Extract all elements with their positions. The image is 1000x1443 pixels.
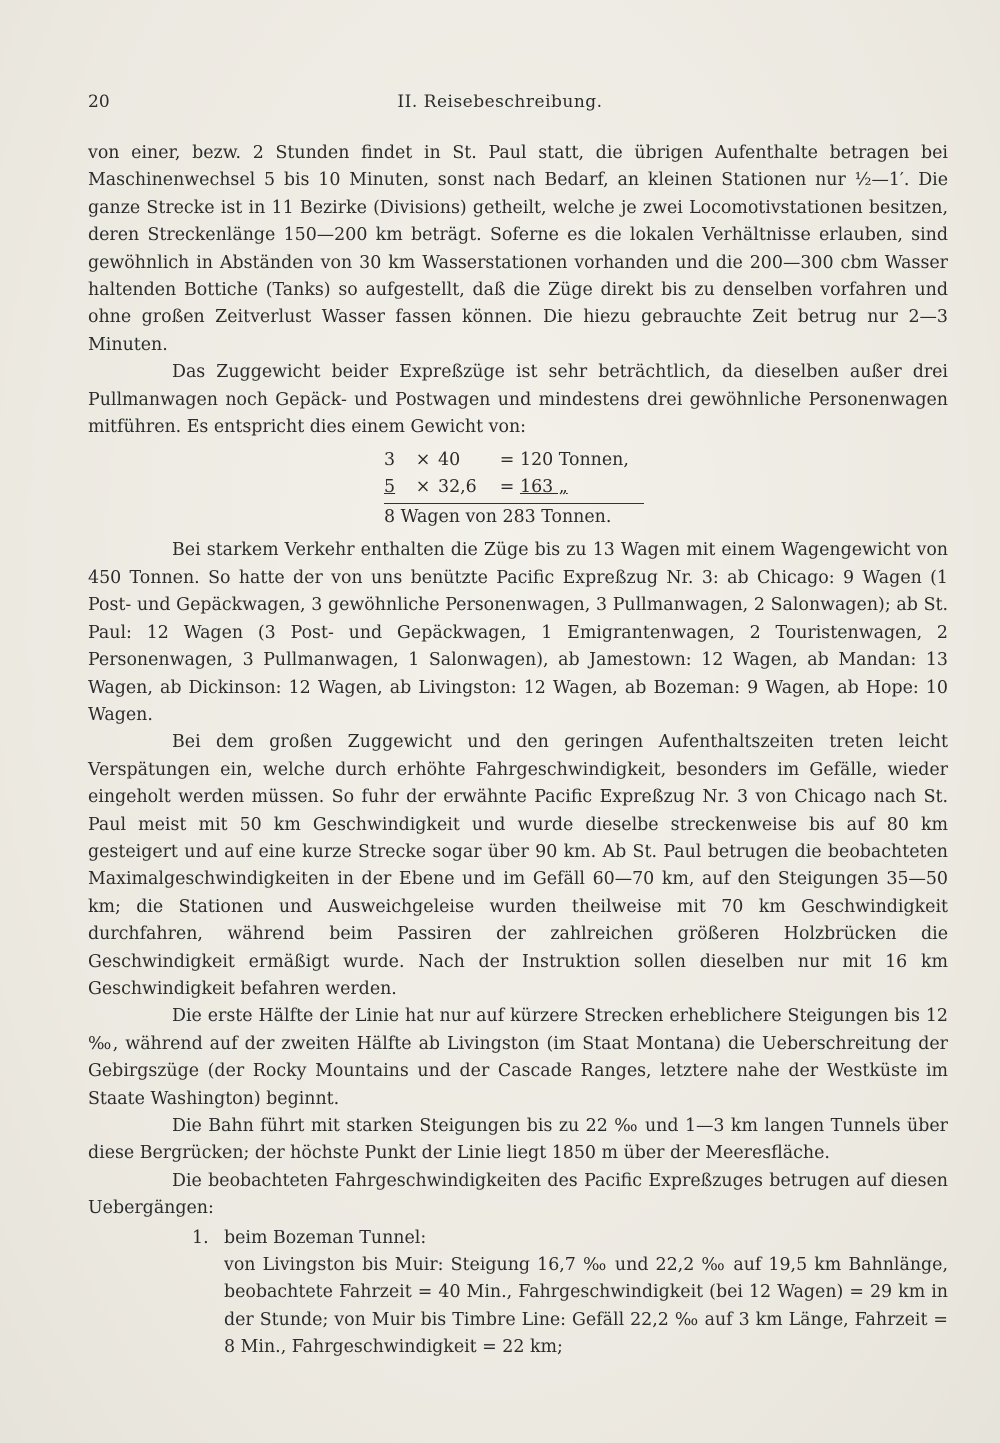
weight-result: 120 Tonnen, <box>520 450 629 471</box>
list-item <box>192 1225 948 1362</box>
running-head: II. Reisebeschreibung. <box>397 92 603 112</box>
times-sign: × <box>415 477 431 498</box>
times-sign: × <box>415 450 431 471</box>
wagon-weight: 32,6 <box>438 477 477 498</box>
wagon-count: 3 <box>384 450 396 471</box>
wagon-weight: 40 <box>438 450 461 471</box>
weight-row <box>384 447 644 474</box>
paragraph: Die Bahn führt mit starken Steigungen bis zu 22 ‰ und 1—3 km langen Tunnels über diese Bergrücken; der höchste Punkt der Linie liegt 1850 m über der Meeresfläche. <box>88 1116 948 1164</box>
weight-sum: 8 Wagen von 283 Tonnen. <box>384 503 644 531</box>
weight-calculation <box>384 447 644 531</box>
paragraph: Bei dem großen Zuggewicht und den geringen Aufenthaltszeiten treten leicht Verspätungen ein, welche durch erhöhte Fahrgeschwindigkeit, besonders im Gefälle, wieder eingeholt werden müssen. So fuhr der erwähnte Pacific Expreßzug Nr. 3 von Chicago nach St. Paul meist mit 50 km Geschwindigkeit und wurde dieselbe streckenweise bis auf 80 km gesteigert und auf eine kurze Strecke sogar über 90 km. Ab St. Paul betrugen die beobachteten Maximalgeschwindigkeiten in der Ebene und im Gefäll 60—70 km, auf den Steigungen 35—50 km; die Stationen und Ausweichgeleise wurden theilweise mit 70 km Geschwindigkeit durchfahren, während beim Passiren der zahlreichen größeren Holzbrücken die Geschwindigkeit ermäßigt wurde. Nach der Instruktion sollen dieselben nur mit 16 km Geschwindigkeit befahren werden. <box>88 732 948 999</box>
list-title: beim Bozeman Tunnel: <box>224 1227 427 1248</box>
list-number: 1. <box>192 1227 209 1248</box>
paragraph: Bei starkem Verkehr enthalten die Züge bis zu 13 Wagen mit einem Wagengewicht von 450 Tonnen. So hatte der von uns benützte Pacific Expreßzug Nr. 3: ab Chicago: 9 Wagen (1 Post- und Gepäckwagen, 3 gewöhnliche Personenwagen, 3 Pullmanwagen, 2 Salonwagen); ab St. Paul: 12 Wagen (3 Post- und Gepäckwagen, 1 Emigrantenwagen, 2 Touristenwagen, 2 Personenwagen, 3 Pullmanwagen, 1 Salonwagen), ab Jamestown: 12 Wagen, ab Mandan: 13 Wagen, ab Dickinson: 12 Wagen, ab Livingston: 12 Wagen, ab Bozeman: 9 Wagen, ab Hope: 10 Wagen. <box>88 540 948 725</box>
page-number: 20 <box>88 92 110 112</box>
wagon-count: 5 <box>384 477 396 498</box>
weight-row <box>384 474 644 501</box>
page-body <box>88 140 948 1362</box>
weight-result: 163 „ <box>520 477 568 498</box>
paragraph: Die erste Hälfte der Linie hat nur auf kürzere Strecken erheblichere Steigungen bis 12 ‰, während auf der zweiten Hälfte ab Livingston (im Staat Montana) die Ueberschreitung der Gebirgszüge (der Rocky Mountains und der Cascade Ranges, letztere nahe der Westküste im Staate Washington) beginnt. <box>88 1006 948 1109</box>
paragraph: von einer, bezw. 2 Stunden findet in St. Paul statt, die übrigen Aufenthalte betragen bei Maschinenwechsel 5 bis 10 Minuten, sonst nach Bedarf, an kleinen Stationen nur ½—1′. Die ganze Strecke ist in 11 Bezirke (Divisions) getheilt, welche je zwei Locomotivstationen besitzen, deren Streckenlänge 150—200 km beträgt. Soferne es die lokalen Verhältnisse erlauben, sind gewöhnlich in Abständen von 30 km Wasserstationen vorhanden und die 200—300 cbm Wasser haltenden Bottiche (Tanks) so aufgestellt, daß die Züge direkt bis zu denselben vorfahren und ohne großen Zeitverlust Wasser fassen können. Die hiezu gebrauchte Zeit betrug nur 2—3 Minuten. <box>88 143 948 355</box>
paragraph: Das Zuggewicht beider Expreßzüge ist sehr beträchtlich, da dieselben außer drei Pullmanwagen noch Gepäck- und Postwagen und mindestens drei gewöhnliche Personenwagen mitführen. Es entspricht dies einem Gewicht von: <box>88 362 948 438</box>
list-text: von Livingston bis Muir: Steigung 16,7 ‰ und 22,2 ‰ auf 19,5 km Bahnlänge, beobachtete Fahrzeit = 40 Min., Fahrgeschwindigkeit (bei 12 Wagen) = 29 km in der Stunde; von Muir bis Timbre Line: Gefäll 22,2 ‰ auf 3 km Länge, Fahrzeit = 8 Min., Fahrgeschwindigkeit = 22 km; <box>224 1255 948 1358</box>
page-header <box>88 92 912 114</box>
equals-sign: = <box>499 450 515 471</box>
equals-sign: = <box>499 477 515 498</box>
paragraph: Die beobachteten Fahrgeschwindigkeiten des Pacific Expreßzuges betrugen auf diesen Uebergängen: <box>88 1170 948 1219</box>
